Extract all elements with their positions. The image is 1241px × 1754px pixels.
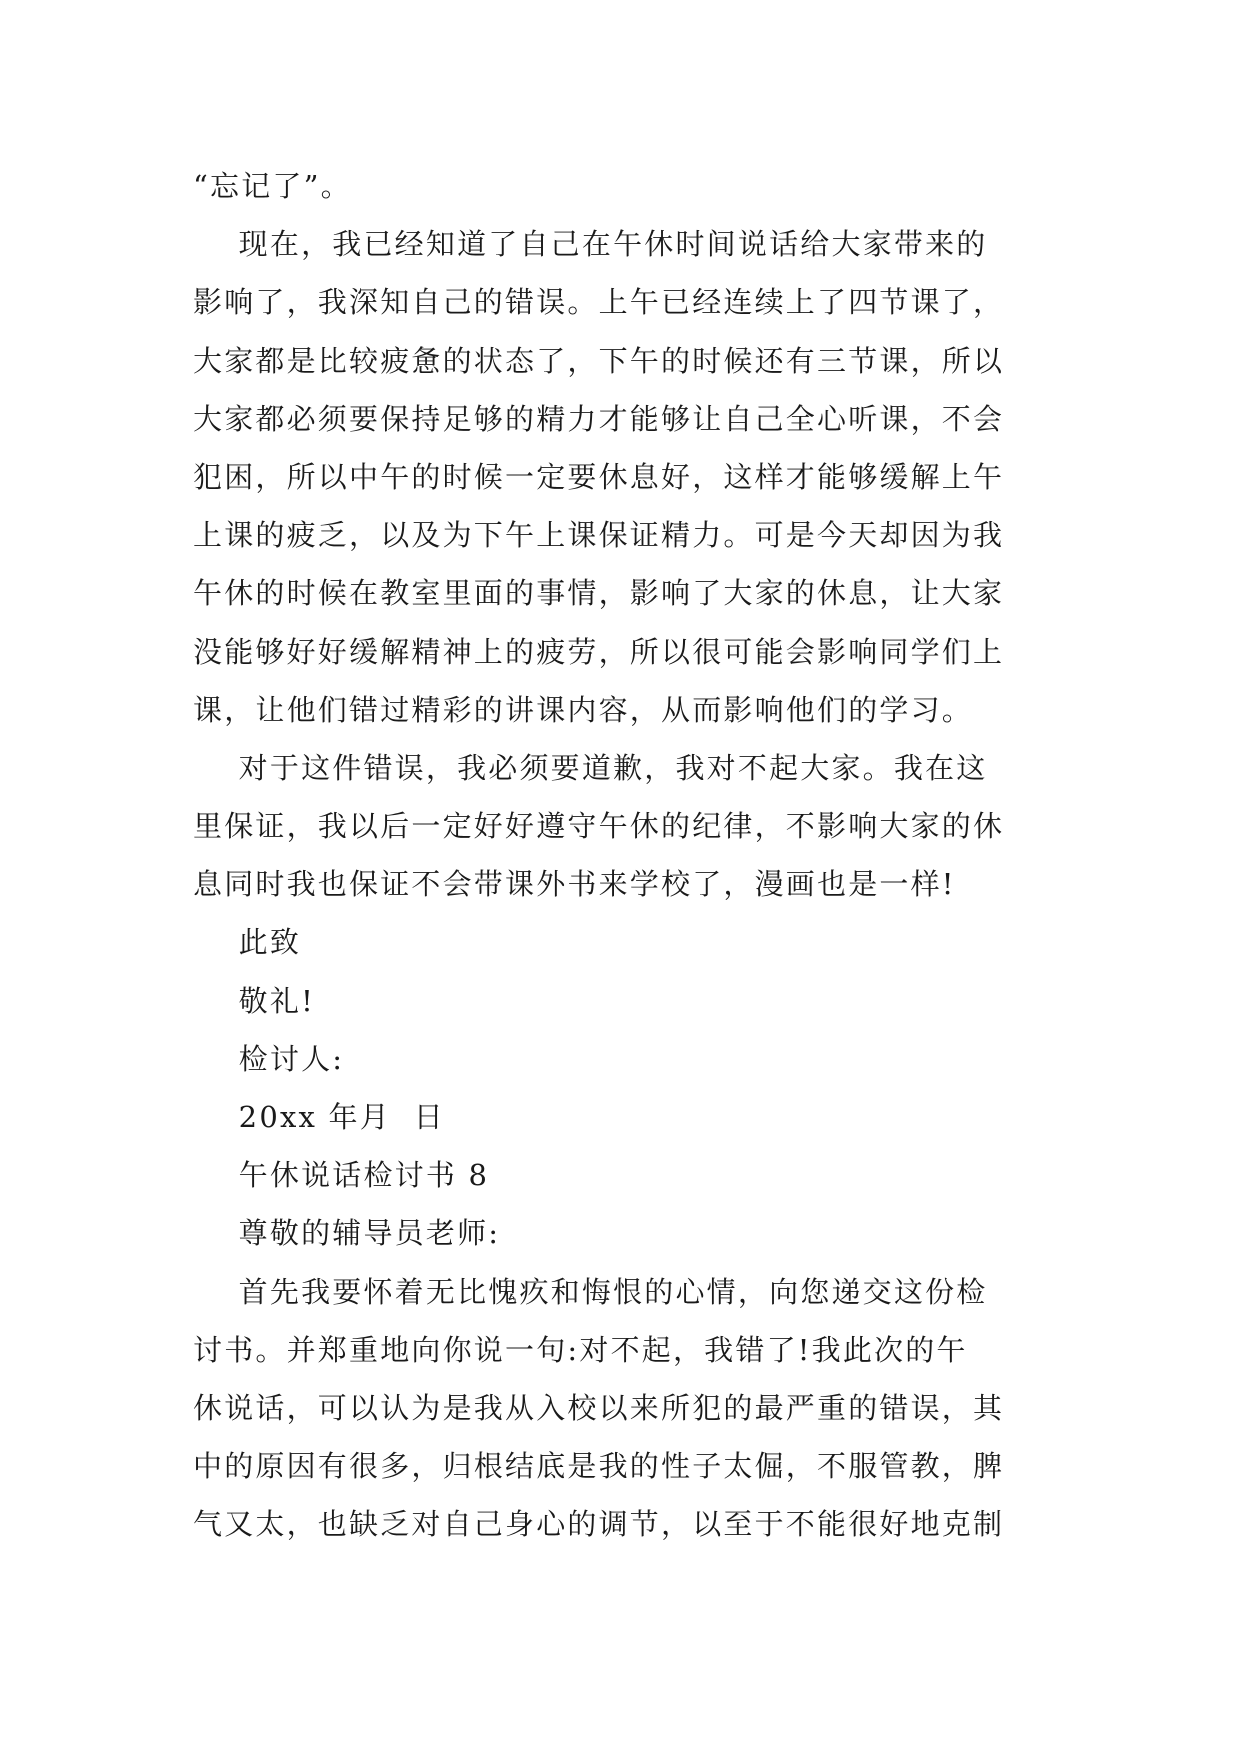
text-line: 影响了，我深知自己的错误。上午已经连续上了四节课了， <box>193 285 1005 320</box>
text-line: 气又太，也缺乏对自己身心的调节，以至于不能很好地克制 <box>193 1507 1005 1542</box>
text-line: 现在，我已经知道了自己在午休时间说话给大家带来的 <box>193 227 988 262</box>
closing-line: 敬礼! <box>193 983 315 1018</box>
text-line: 课，让他们错过精彩的讲课内容，从而影响他们的学习。 <box>193 692 974 727</box>
text-line: 讨书。并郑重地向你说一句:对不起，我错了!我此次的午 <box>193 1332 968 1367</box>
date-line: 20xx 年月 日 <box>193 1100 445 1134</box>
text-line: 中的原因有很多，归根结底是我的性子太倔，不服管教，脾 <box>193 1449 1005 1484</box>
text-line: 没能够好好缓解精神上的疲劳，所以很可能会影响同学们上 <box>193 634 1005 669</box>
text-line: 大家都必须要保持足够的精力才能够让自己全心听课，不会 <box>193 401 1005 436</box>
text-line: 对于这件错误，我必须要道歉，我对不起大家。我在这 <box>193 750 988 785</box>
section-title: 午休说话检讨书 8 <box>193 1158 490 1193</box>
text-line: 休说话，可以认为是我从入校以来所犯的最严重的错误，其 <box>193 1390 1005 1425</box>
text-line: “忘记了”。 <box>193 169 352 203</box>
text-line: 里保证，我以后一定好好遵守午休的纪律，不影响大家的休 <box>193 809 1005 844</box>
salutation-line: 此致 <box>193 925 302 960</box>
text-line: 犯困，所以中午的时候一定要休息好，这样才能够缓解上午 <box>193 459 1005 494</box>
greeting-line: 尊敬的辅导员老师: <box>193 1216 501 1251</box>
text-line: 午休的时候在教室里面的事情，影响了大家的休息，让大家 <box>193 576 1005 611</box>
text-line: 首先我要怀着无比愧疚和悔恨的心情，向您递交这份检 <box>193 1274 988 1309</box>
text-line: 息同时我也保证不会带课外书来学校了，漫画也是一样! <box>193 867 956 902</box>
text-line: 大家都是比较疲惫的状态了，下午的时候还有三节课，所以 <box>193 343 1005 378</box>
document-body <box>193 157 1058 1554</box>
signature-line: 检讨人: <box>193 1041 345 1076</box>
text-line: 上课的疲乏，以及为下午上课保证精力。可是今天却因为我 <box>193 518 1005 553</box>
